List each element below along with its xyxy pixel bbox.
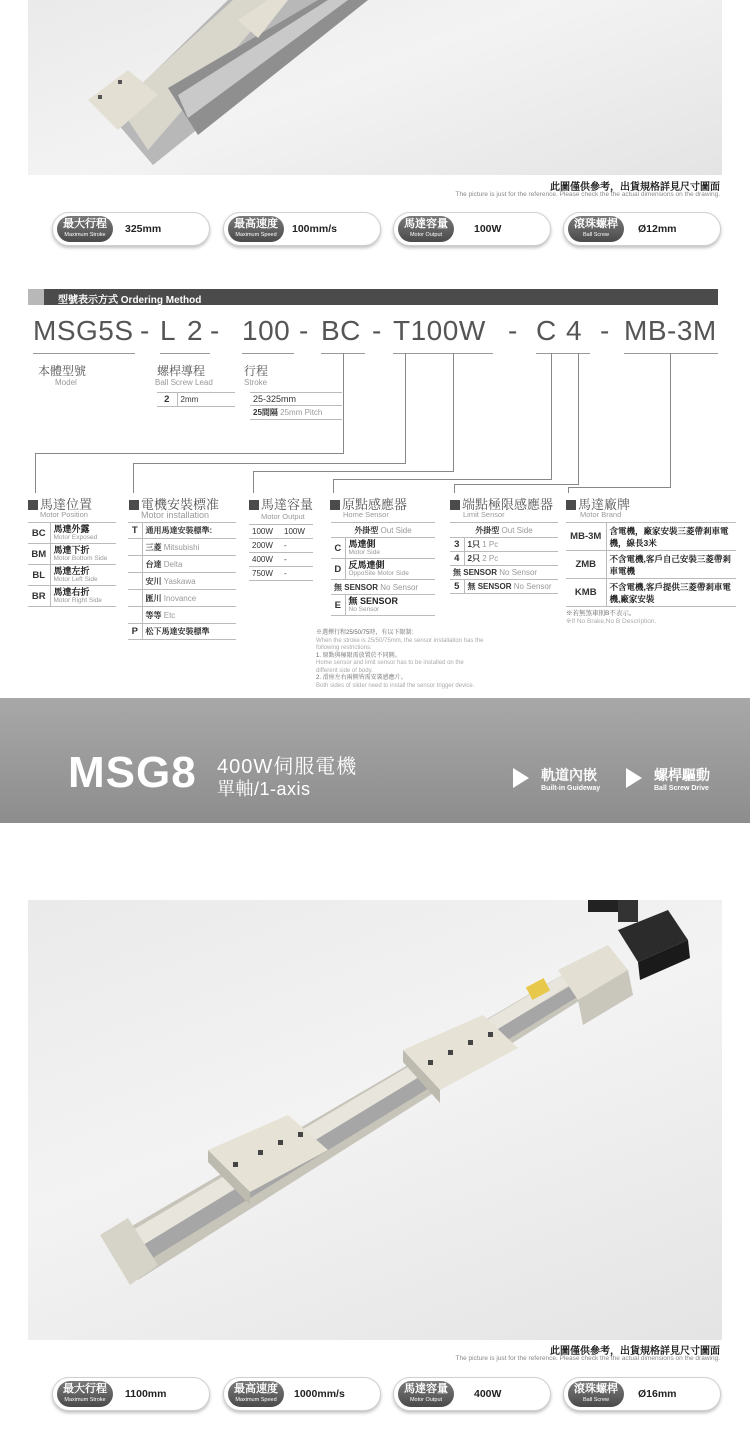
limit-table: 外掛型 Out Side 3 1只 1 Pc 4 2只 2 Pc 無 SENSOR No Sensor 5 無 SENSOR No Sensor — [450, 522, 558, 594]
install-header-en: Motor installation — [141, 510, 210, 520]
spec-pill-stroke — [52, 1377, 210, 1411]
code-install: T100W — [393, 315, 486, 346]
photo-note-en: The picture is just for the reference. Please check the the actual dimensions on the drawing. — [455, 191, 720, 198]
code-lead-letter: L — [160, 315, 177, 346]
spec-pill-screw — [563, 212, 721, 246]
spec-pill-speed — [223, 1377, 381, 1411]
spec-value: 1100mm — [125, 1388, 167, 1400]
stroke-label: 行程 — [244, 364, 269, 378]
install-header: 電機安裝標准 — [129, 494, 219, 513]
photo-note-zh: 此圖僅供參考，出貨規格詳見尺寸圖面 — [550, 1346, 720, 1357]
spec-pill-output — [393, 1377, 551, 1411]
home-header-en: Home Sensor — [343, 510, 389, 519]
spec-tag: 滾珠螺桿 Ball Screw — [568, 216, 624, 242]
output-header-en: Motor Output — [261, 512, 305, 521]
brand-header: 馬達廠牌 — [566, 494, 630, 513]
linear-actuator-image — [28, 900, 722, 1340]
limit-header-en: Limit Sensor — [463, 510, 505, 519]
position-header-en: Motor Position — [40, 510, 88, 519]
spec-tag: 最大行程 Maximum Stroke — [57, 216, 113, 242]
brand-table: MB-3M 含電機，廠家安裝三菱帶剎車電機，線長3米 ZMB 不含電機,客戶自己安裝三菱帶剎車電機 KMB 不含電機,客戶提供三菱帶剎車電機,廠家安裝 — [566, 522, 736, 607]
spec-pill-speed — [223, 212, 381, 246]
code-position: BC — [321, 315, 361, 346]
home-notes: ※選擇行程25/50/75時，有以下限制: When the stroke is 25/50/75mm, the sensor installation has the following restrictions: 1. 原點與極限需放置於不同側。 Home sensor and limit sensor has to be installed on the different side of body. 2. 滑座左右兩側皆需安裝感應片。 Both sides of slider need to install the sensor trigger device. — [316, 630, 484, 689]
code-dash: - — [140, 315, 150, 346]
spec-pill-screw — [563, 1377, 721, 1411]
limit-header: 端點極限感應器 — [450, 494, 553, 513]
photo-note-zh: 此圖僅供參考，出貨規格詳見尺寸圖面 — [550, 182, 720, 193]
code-brand: MB-3M — [624, 315, 717, 346]
spec-pill-output — [393, 212, 551, 246]
spec-value: 325mm — [125, 223, 162, 235]
lead-label: 螺桿導程 — [157, 364, 206, 378]
code-lead: 2 — [187, 315, 204, 346]
spec-pill-stroke — [52, 212, 210, 246]
spec-value: 400W — [474, 1388, 502, 1400]
arrow-icon — [513, 768, 529, 788]
spec-value: Ø16mm — [638, 1388, 677, 1400]
arrow-icon — [626, 768, 642, 788]
top-product-photo — [28, 0, 722, 175]
code-dash: - — [299, 315, 309, 346]
home-header: 原點感應器 — [330, 494, 407, 513]
stroke-table: 25-325mm 25間隔 25mm Pitch — [250, 392, 342, 420]
spec-value: 100mm/s — [292, 223, 337, 235]
spec-tag: 滾珠螺桿 Ball Screw — [568, 1381, 624, 1407]
lead-table: 2 2mm — [157, 392, 235, 407]
code-dash: - — [508, 315, 518, 346]
brand-header-en: Motor Brand — [580, 510, 622, 519]
stroke-label-en: Stroke — [244, 378, 268, 387]
brand-note: ※若無煞車則B不表示。 ※If No Brake,No B Description. — [566, 610, 657, 625]
install-table: T 通用馬達安裝標準: 三菱 Mitsubishi 台達 Delta 安川 Yaskawa 匯川 Inovance 等等 Etc P 松下馬達安裝標準 — [128, 522, 236, 640]
home-table: 外掛型 Out Side C 馬達側 Motor Side D 反馬達側 OppoSite Motor Side 無 SENSOR No Sensor E 無 SENSOR No Sensor — [331, 522, 435, 616]
code-limit: 4 — [566, 315, 583, 346]
banner-subtitle: 400W伺服電機 — [217, 756, 358, 778]
photo-note-en: The picture is just for the reference. Please check the the actual dimensions on the drawing. — [455, 1355, 720, 1362]
code-stroke: 100 — [242, 315, 291, 346]
code-home: C — [536, 315, 557, 346]
model-label-en: Model — [55, 378, 77, 387]
code-dash: - — [210, 315, 220, 346]
ordering-title: 型號表示方式 Ordering Method — [58, 295, 202, 306]
code-dash: - — [372, 315, 382, 346]
bottom-product-photo — [28, 900, 722, 1340]
position-table: BC 馬達外露 Motor Exposed BM 馬達下折 Motor Bottom Side BL 馬達左折 Motor Left Side BR 馬達右折 Motor Right Side — [28, 522, 116, 607]
position-header: 馬達位置 — [28, 494, 92, 513]
spec-tag: 馬達容量 Motor Output — [398, 216, 454, 242]
code-model: MSG5S — [33, 315, 134, 346]
model-label: 本體型號 — [38, 364, 87, 378]
spec-tag: 馬達容量 Motor Output — [398, 1381, 454, 1407]
spec-tag: 最高速度 Maximum Speed — [228, 1381, 284, 1407]
output-header: 馬達容量 — [249, 494, 313, 513]
banner-axis: 單軸/1-axis — [217, 779, 311, 799]
spec-value: 100W — [474, 223, 502, 235]
output-table: 100W 100W 200W - 400W - 750W - — [249, 524, 313, 581]
spec-value: 1000mm/s — [294, 1388, 345, 1400]
linear-actuator-image — [28, 0, 722, 175]
spec-value: Ø12mm — [638, 223, 677, 235]
spec-tag: 最高速度 Maximum Speed — [228, 216, 284, 242]
spec-tag: 最大行程 Maximum Stroke — [57, 1381, 113, 1407]
banner-model: MSG8 — [68, 748, 197, 797]
lead-label-en: Ball Screw Lead — [155, 378, 213, 387]
code-dash: - — [600, 315, 610, 346]
